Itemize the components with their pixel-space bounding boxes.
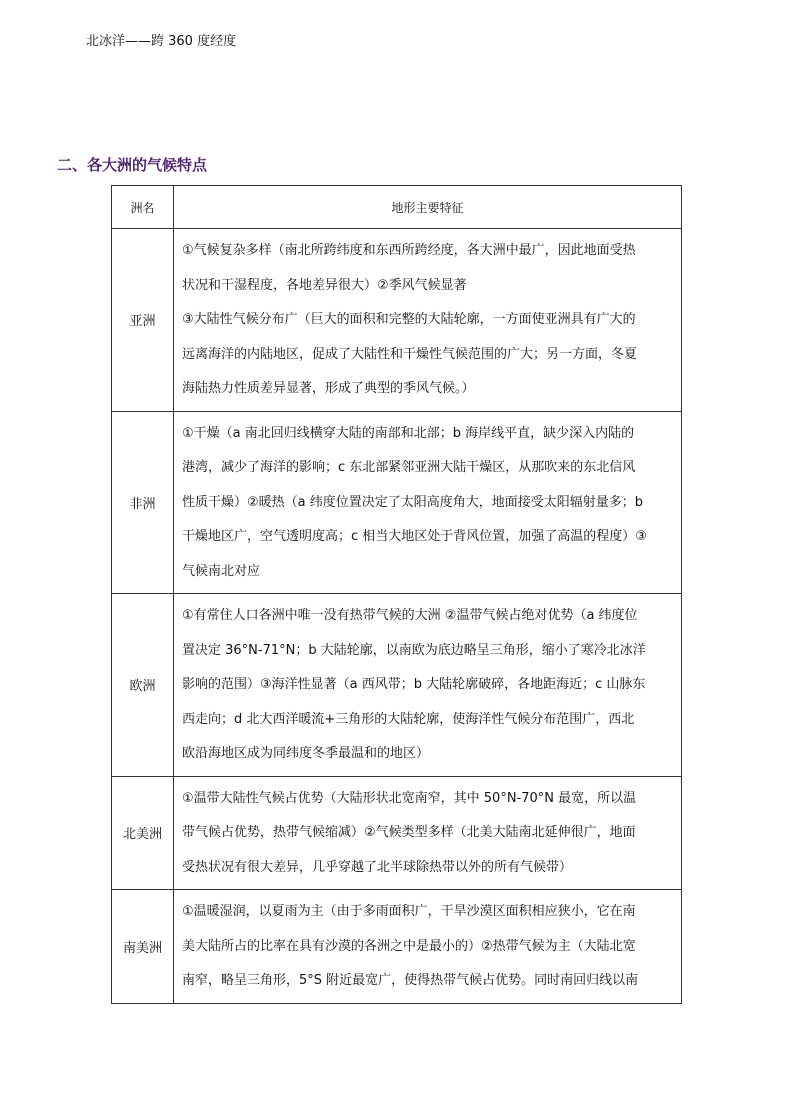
description-line: 港湾，减少了海洋的影响；c 东北部紧邻亚洲大陆干燥区，从那吹来的东北信风 [182, 460, 636, 475]
description-line: 南窄，略呈三角形，5°S 附近最宽广，使得热带气候占优势。同时南回归线以南 [182, 973, 639, 988]
description-line: 美大陆所占的比率在具有沙漠的各洲之中是最小的）②热带气候为主（大陆北宽 [182, 938, 636, 954]
table-header-row [112, 186, 682, 229]
table-row-africa [112, 411, 682, 594]
description-line: 置决定 36°N-71°N；b 大陆轮廓，以南欧为底边略呈三角形，缩小了寒冷北冰洋 [182, 642, 646, 658]
description-line: 受热状况有很大差异，几乎穿越了北半球除热带以外的所有气候带） [182, 859, 573, 875]
continent-name: 非洲 [112, 411, 174, 594]
climate-description [174, 776, 682, 890]
description-line: ①干燥（a 南北回归线横穿大陆的南部和北部；b 海岸线平直，缺少深入内陆的 [182, 425, 635, 441]
table-row-asia [112, 229, 682, 412]
table-row-south-america [112, 890, 682, 1004]
climate-description [174, 890, 682, 1004]
description-line: 欧沿海地区成为同纬度冬季最温和的地区） [182, 746, 430, 761]
column-header-desc: 地形主要特征 [174, 186, 682, 229]
climate-description [174, 411, 682, 594]
description-line: ①温暖湿润，以夏雨为主（由于多雨面积广，干旱沙漠区面积相应狭小，它在南 [182, 904, 636, 919]
description-line: 影响的范围）③海洋性显著（a 西风带；b 大陆轮廓破碎，各地距海近；c 山脉东 [182, 677, 646, 692]
description-line: 性质干燥）②暖热（a 纬度位置决定了太阳高度角大，地面接受太阳辐射量多；b [182, 494, 644, 510]
description-line: ①温带大陆性气候占优势（大陆形状北宽南窄，其中 50°N-70°N 最宽，所以温 [182, 790, 637, 806]
description-line: 海陆热力性质差异显著，形成了典型的季风气候。） [182, 381, 475, 396]
table-row-europe [112, 594, 682, 777]
continent-name: 北美洲 [112, 776, 174, 890]
description-line: 气候南北对应 [182, 563, 261, 579]
description-line: 带气候占优势，热带气候缩减）②气候类型多样（北美大陆南北延伸很广，地面 [182, 825, 636, 840]
description-line: ①有常住人口各洲中唯一没有热带气候的大洲 ②温带气候占绝对优势（a 纬度位 [182, 608, 638, 623]
table-row-north-america [112, 776, 682, 890]
continent-name: 亚洲 [112, 229, 174, 412]
header-note: 北冰洋——跨 360 度经度 [86, 34, 237, 49]
description-line: 干燥地区广，空气透明度高；c 相当大地区处于背风位置，加强了高温的程度）③ [182, 529, 647, 544]
description-line: ③大陆性气候分布广（巨大的面积和完整的大陆轮廓，一方面使亚洲具有广大的 [182, 312, 636, 327]
description-line: 状况和干湿程度，各地差异很大）②季风气候显著 [182, 277, 467, 293]
description-line: ①气候复杂多样（南北所跨纬度和东西所跨经度，各大洲中最广，因此地面受热 [182, 243, 636, 258]
description-line: 西走向；d 北大西洋暖流+三角形的大陆轮廓，使海洋性气候分布范围广，西北 [182, 711, 635, 727]
climate-description [174, 594, 682, 777]
continent-name: 欧洲 [112, 594, 174, 777]
column-header-name: 洲名 [112, 186, 174, 229]
continent-name: 南美洲 [112, 890, 174, 1004]
climate-table [111, 185, 682, 1004]
section-title: 二、各大洲的气候特点 [57, 156, 208, 174]
climate-description [174, 229, 682, 412]
description-line: 远离海洋的内陆地区，促成了大陆性和干燥性气候范围的广大；另一方面，冬夏 [182, 346, 638, 362]
